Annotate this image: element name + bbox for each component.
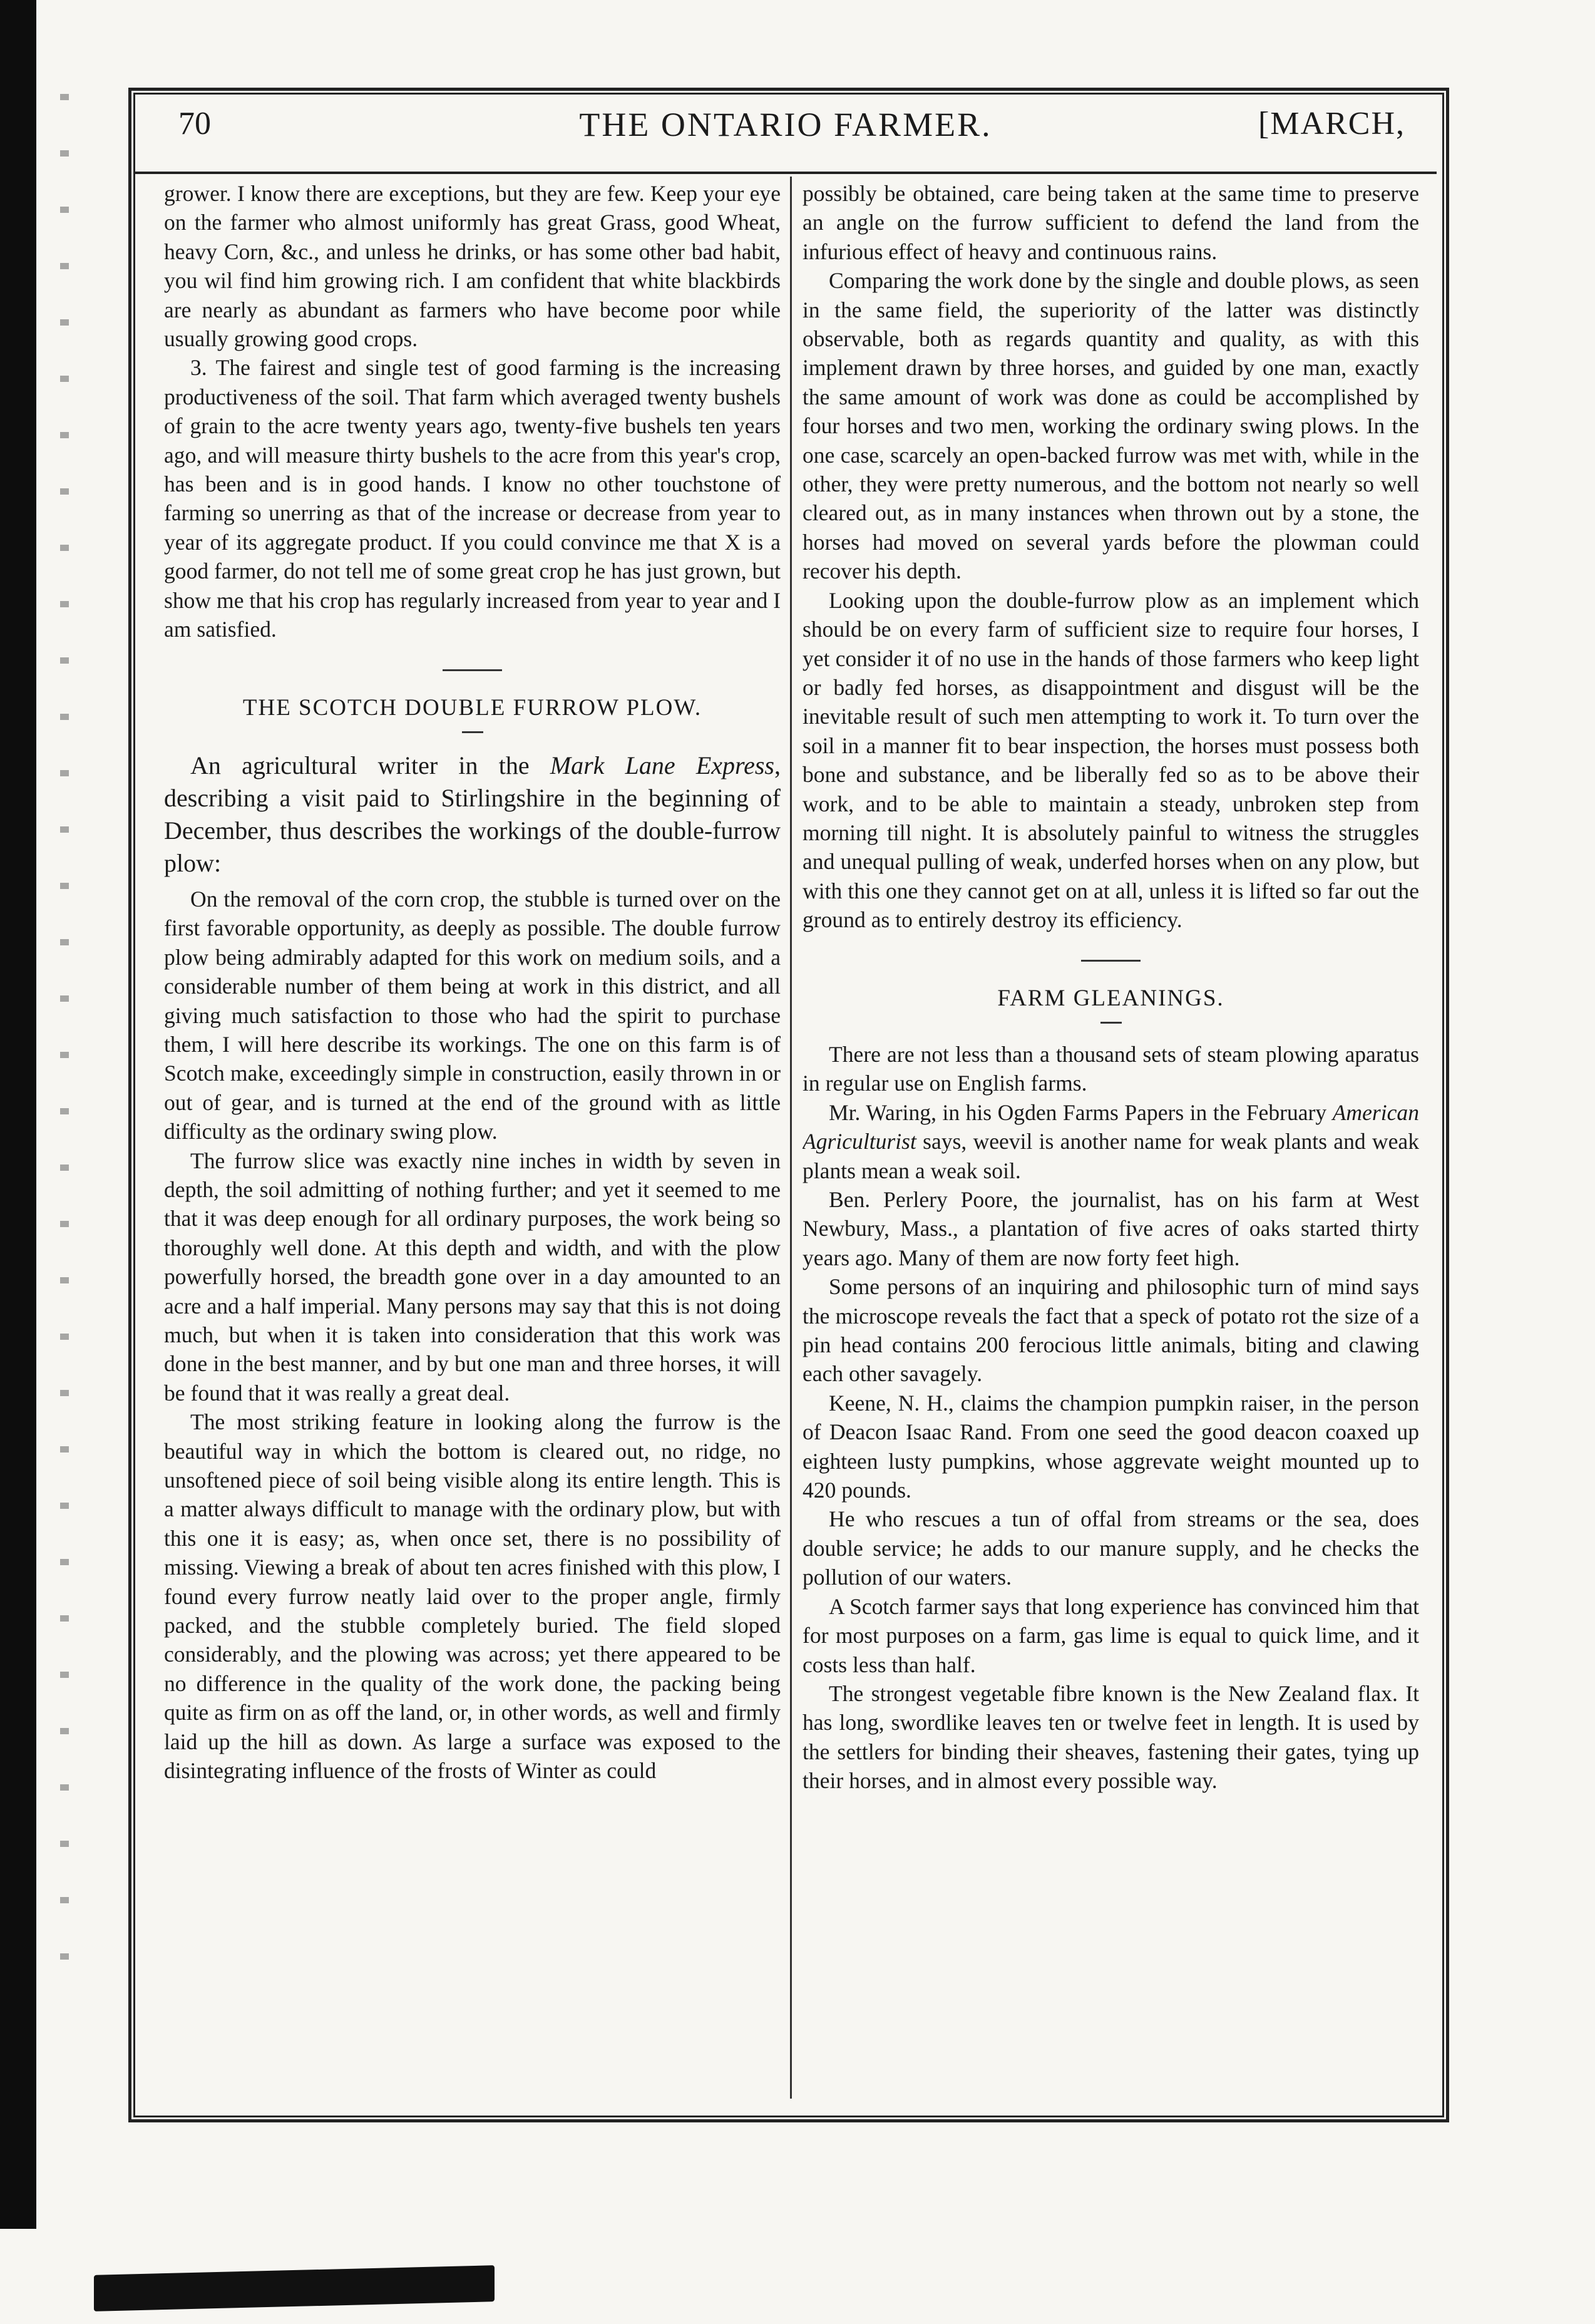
article-intro [164, 749, 781, 880]
binding-marks [60, 94, 69, 1972]
gleaning-item: There are not less than a thousand sets of steam plowing aparatus in regular use on English farms. [803, 1041, 1419, 1096]
section-rule [443, 669, 502, 671]
paragraph: possibly be obtained, care being taken at the same time to preserve an angle on the furrow sufficient to defend the land from the infurious effect of heavy and continuous rains. [803, 181, 1419, 264]
section-title: THE SCOTCH DOUBLE FURROW PLOW. [242, 694, 702, 721]
section-rule [1081, 960, 1141, 962]
issue-month: [MARCH, [1258, 106, 1405, 141]
column-divider [790, 177, 792, 2099]
paragraph: Comparing the work done by the single and double plows, as seen in the same field, the superiority of the latter was distinctly observable, both as regards quantity and quality, as with this implement drawn by three horses, and guided by one man, exactly the same amount of work was done as could be accomplished by four horses and two men, working the ordinary swing plows. In the one case, scarcely an open-backed furrow was met with, while in the other, they were pretty numerous, and the bottom not nearly so well cleared out, as in many instances when thrown out by a stone, the horses had moved on several yards before the plowman could recover his depth. [803, 268, 1419, 584]
binding-edge [0, 0, 36, 2229]
gleaning-text: Mr. Waring, in his Ogden Farms Papers in the February [829, 1099, 1333, 1125]
section-title: FARM GLEANINGS. [997, 985, 1224, 1011]
scan-smudge [94, 2265, 495, 2311]
gleaning-item: Some persons of an inquiring and philosophic turn of mind says the microscope reveals the fact that a speck of potato rot the size of a pin head contains 200 ferocious little animals, biting and clawing each other savagely. [803, 1274, 1419, 1387]
gleaning-item: The strongest vegetable fibre known is the New Zealand flax. It has long, swordlike leaves ten or twelve feet in length. It is used by the settlers for binding their sheaves, fastening their gates, tying up their horses, and in almost every possible way. [803, 1680, 1419, 1794]
paragraph: On the removal of the corn crop, the stubble is turned over on the first favorable opportunity, as deeply as possible. The double furrow plow being admirably adapted for this work on medium soils, and a considerable number of them being at work in this district, and all giving much satisfaction to those who had the spirit to purchase them, I will here describe its workings. The one on this farm is of Scotch make, exceedingly simple in construction, easily thrown in or out of gear, and is turned at the end of the ground with as little difficulty as the ordinary swing plow. [164, 886, 781, 1144]
right-column [803, 179, 1419, 2094]
section-dash [1100, 1022, 1122, 1024]
publication-title: THE ONTARIO FARMER. [579, 106, 992, 143]
paragraph: grower. I know there are exceptions, but they are few. Keep your eye on the farmer who almost uniformly has great Grass, good Wheat, heavy Corn, &c., and unless he drinks, or has some other bad habit, you wil find him growing rich. I am confident that white blackbirds are nearly as abundant as farmers who have become poor while usually growing good crops. [164, 181, 781, 352]
intro-text: , describing a visit paid to Stirlingshire in the beginning of December, thus describes the workings of the double-furrow plow: [164, 751, 781, 877]
gleaning-item [803, 1098, 1419, 1185]
intro-text: An agricultural writer in the [190, 751, 550, 779]
gleaning-item: A Scotch farmer says that long experience has convinced him that for most purposes on a farm, gas lime is equal to quick lime, and it costs less than half. [803, 1593, 1419, 1677]
paragraph: 3. The fairest and single test of good farming is the increasing productiveness of the soil. That farm which averaged twenty bushels of grain to the acre twenty years ago, twenty-five bushels ten years ago, and will measure thirty bushels to the acre from this year's crop, has been and is in good hands. I know no other touchstone of farming so unerring as that of the increase or decrease from year to year of its aggregate product. If you could convince me that X is a good farmer, do not tell me of some great crop he has just grown, but show me that his crop has regularly increased from year to year and I am satisfied. [164, 355, 781, 642]
gleaning-item: He who rescues a tun of offal from streams or the sea, does double service; he adds to our manure supply, and he checks the pollution of our waters. [803, 1506, 1419, 1590]
paragraph: The furrow slice was exactly nine inches in width by seven in depth, the soil admitting of nothing further; and yet it seemed to me that it was deep enough for all ordinary purposes, the work being so thoroughly well done. At this depth and width, and with the plow powerfully horsed, the breadth gone over in a day amounted to an acre and a half imperial. Many persons may say that this is not doing much, but when it is taken into consideration that this work was done in the best manner, and by but one man and three horses, it will be found that it was really a great deal. [164, 1148, 781, 1406]
paragraph: The most striking feature in looking along the furrow is the beautiful way in which the bottom is cleared out, no ridge, no unsoftened piece of soil being visible along its entire length. This is a matter always difficult to manage with the ordinary plow, but with this one it is easy; as, when once set, there is no possibility of missing. Viewing a break of about ten acres finished with this plow, I found every furrow neatly laid over to the proper angle, firmly packed, and the stubble completely buried. The field sloped considerably, and the plowing was across; yet there appeared to be no difference in the quality of the work done, the packing being quite as firm on as off the land, or, in other words, as well and firmly laid up the hill as down. As large a surface was exposed to the disintegrating influence of the frosts of Winter as could [164, 1409, 781, 1784]
gleaning-text: says, weevil is another name for weak plants and weak plants mean a weak soil. [803, 1129, 1419, 1183]
running-header [135, 100, 1437, 163]
source-name: Mark Lane Express [550, 751, 774, 779]
paragraph: Looking upon the double-furrow plow as an implement which should be on every farm of sufficient size to require four horses, I yet consider it of no use in the hands of those farmers who keep light or badly fed horses, as disappointment and disgust will be the inevitable result of such men attempting to work it. To turn over the soil in a manner fit to bear inspection, the horses must possess both bone and substance, and be liberally fed so as to be above their work, and to be able to maintain a steady, unbroken step from morning till night. It is absolutely painful to witness the struggles and unequal pulling of weak, underfed horses when on any plow, but with this one they cannot get on at all, unless it is lifted so far out the ground as to entirely destroy its efficiency. [803, 587, 1419, 933]
gleaning-item: Keene, N. H., claims the champion pumpkin raiser, in the person of Deacon Isaac Rand. From one seed the good deacon coaxed up eighteen lusty pumpkins, whose aggrevate weight mounted up to 420 pounds. [803, 1390, 1419, 1503]
source-name: American Agriculturist [803, 1099, 1419, 1154]
left-column [164, 179, 781, 2094]
gleaning-item: Ben. Perlery Poore, the journalist, has on his farm at West Newbury, Mass., a plantation of five acres of oaks started thirty years ago. Many of them are now forty feet high. [803, 1187, 1419, 1270]
page-number: 70 [178, 106, 211, 141]
header-rule [135, 172, 1437, 174]
section-dash [462, 731, 483, 733]
